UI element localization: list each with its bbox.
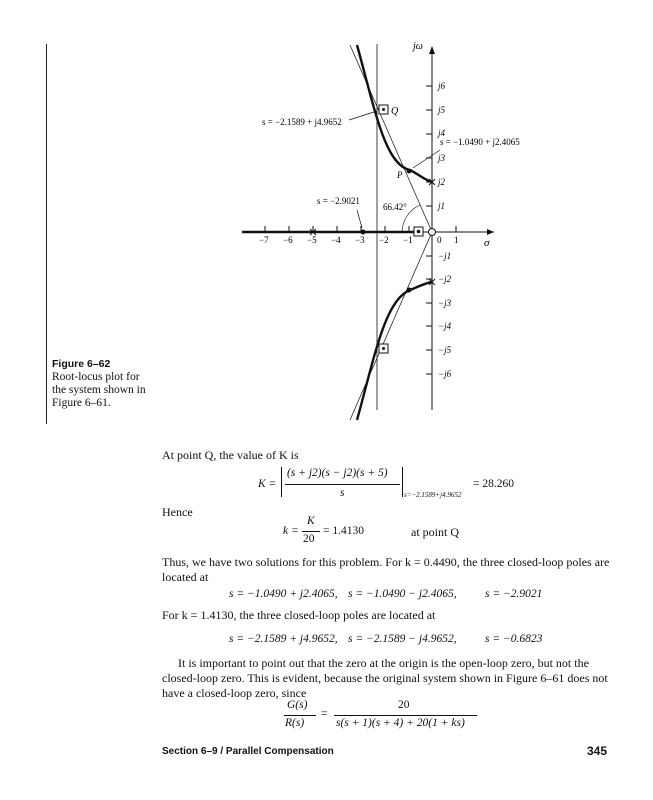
x-tick-label: −7 [259, 235, 269, 245]
y-tick-label: j6 [438, 81, 446, 91]
annot-Q: s = −2.1589 + j4.9652 [262, 117, 342, 127]
x-tick-label: 1 [454, 235, 459, 245]
y-tick-label: −j3 [438, 298, 452, 308]
hence: Hence [162, 505, 193, 519]
y-tick-label: −j5 [438, 345, 452, 355]
eq-K-subscript: s=−2.1589+j4.9652 [404, 491, 462, 499]
paragraph-zero-origin [162, 656, 622, 701]
line: It is important to point out that the zero at the origin is the open-loop zero, but not the [178, 656, 589, 670]
pole-set-1c: s = −2.9021 [485, 588, 543, 600]
page-number: 345 [587, 744, 608, 758]
eq-G-rhs-fraction-bar [334, 715, 477, 716]
eq-k-denominator: 20 [303, 533, 315, 545]
abs-bar-right [402, 467, 403, 497]
x-tick-label: −4 [331, 235, 341, 245]
eq-k-fraction-bar [302, 531, 320, 532]
eq-K-lhs: K = [258, 478, 277, 490]
pole-set-2b: s = −2.1589 − j4.9652, [348, 633, 457, 645]
y-tick-label: −j4 [438, 321, 452, 331]
eq-K-numerator: (s + j2)(s − j2)(s + 5) [287, 467, 388, 479]
annot-real-pole: s = −2.9021 [317, 196, 360, 206]
caption-line: Figure 6–61. [52, 397, 111, 409]
paragraph-point-q: At point Q, the value of K is [162, 448, 299, 462]
caption-label: Figure 6–62 [52, 358, 111, 370]
x-tick-label: −5 [307, 235, 317, 245]
damping-line-lower [350, 232, 432, 420]
caption-line: the system shown in [52, 384, 146, 396]
eq-G-rhs-denominator: s(s + 1)(s + 4) + 20(1 + ks) [336, 717, 465, 729]
eq-K-value: = 28.260 [473, 478, 514, 490]
paragraph-k-1413: For k = 1.4130, the three closed-loop poles are located at [162, 608, 436, 622]
abs-bar-left [281, 467, 282, 497]
real-axis-arrow [487, 229, 494, 235]
eq-G-equals: = [321, 708, 328, 720]
eq-G-denominator: R(s) [285, 717, 305, 729]
figure-caption [52, 358, 162, 410]
y-tick-label: j1 [438, 201, 446, 211]
y-tick-label: −j2 [438, 274, 452, 284]
eq-k-note: at point Q [411, 525, 459, 539]
x-tick-label: −1 [403, 235, 413, 245]
paragraph-two-solutions [162, 555, 622, 585]
caption-line: Root-locus plot for [52, 371, 140, 383]
eq-G-rhs-numerator: 20 [398, 699, 410, 711]
jw-axis-label: jω [413, 41, 423, 52]
pole-set-1b: s = −1.0490 − j2.4065, [348, 588, 457, 600]
imag-axis-arrow [429, 46, 435, 54]
x-tick-label: −2 [379, 235, 389, 245]
locus-branch-lower [357, 282, 432, 420]
x-tick-label: 0 [437, 235, 442, 245]
point-P-conj [407, 288, 412, 293]
zero-origin [429, 229, 436, 236]
line: closed-loop zero. This is evident, because the original system shown in Figure 6–61 does not [162, 671, 608, 685]
line: have a closed-loop zero, since [162, 686, 307, 700]
line: Thus, we have two solutions for this problem. For k = 0.4490, the three closed-loop poles are [162, 555, 610, 569]
point-real-pole [361, 230, 366, 235]
eq-K-denominator: s [340, 487, 345, 499]
x-tick-label: −3 [355, 235, 365, 245]
pole-set-1a: s = −1.0490 + j2.4065, [229, 588, 338, 600]
y-tick-label: j2 [438, 177, 446, 187]
eq-k-lhs: k = [283, 525, 299, 537]
y-tick-label: j4 [438, 128, 446, 138]
sigma-axis-label: σ [484, 237, 490, 249]
y-tick-label: j3 [438, 153, 446, 163]
label-Q: Q [391, 106, 399, 117]
pole-set-2c: s = −0.6823 [485, 633, 543, 645]
annot-P: s = −1.0490 + j2.4065 [440, 137, 520, 147]
running-footer: Section 6–9 / Parallel Compensation [162, 746, 334, 757]
eq-K-fraction-bar [285, 484, 400, 485]
y-tick-label: −j6 [438, 369, 452, 379]
y-tick-label: j5 [438, 105, 446, 115]
eq-k-value: = 1.4130 [323, 525, 364, 537]
x-tick-label: −6 [283, 235, 293, 245]
pole-set-2a: s = −2.1589 + j4.9652, [229, 633, 338, 645]
point-P [407, 169, 412, 174]
y-tick-label: −j1 [438, 251, 452, 261]
line: located at [162, 570, 209, 584]
angle-label: 66.42° [383, 202, 407, 212]
eq-G-numerator: G(s) [287, 699, 308, 711]
label-P: P [397, 170, 403, 180]
eq-G-fraction-bar [284, 715, 316, 716]
eq-k-numerator: K [307, 515, 315, 527]
